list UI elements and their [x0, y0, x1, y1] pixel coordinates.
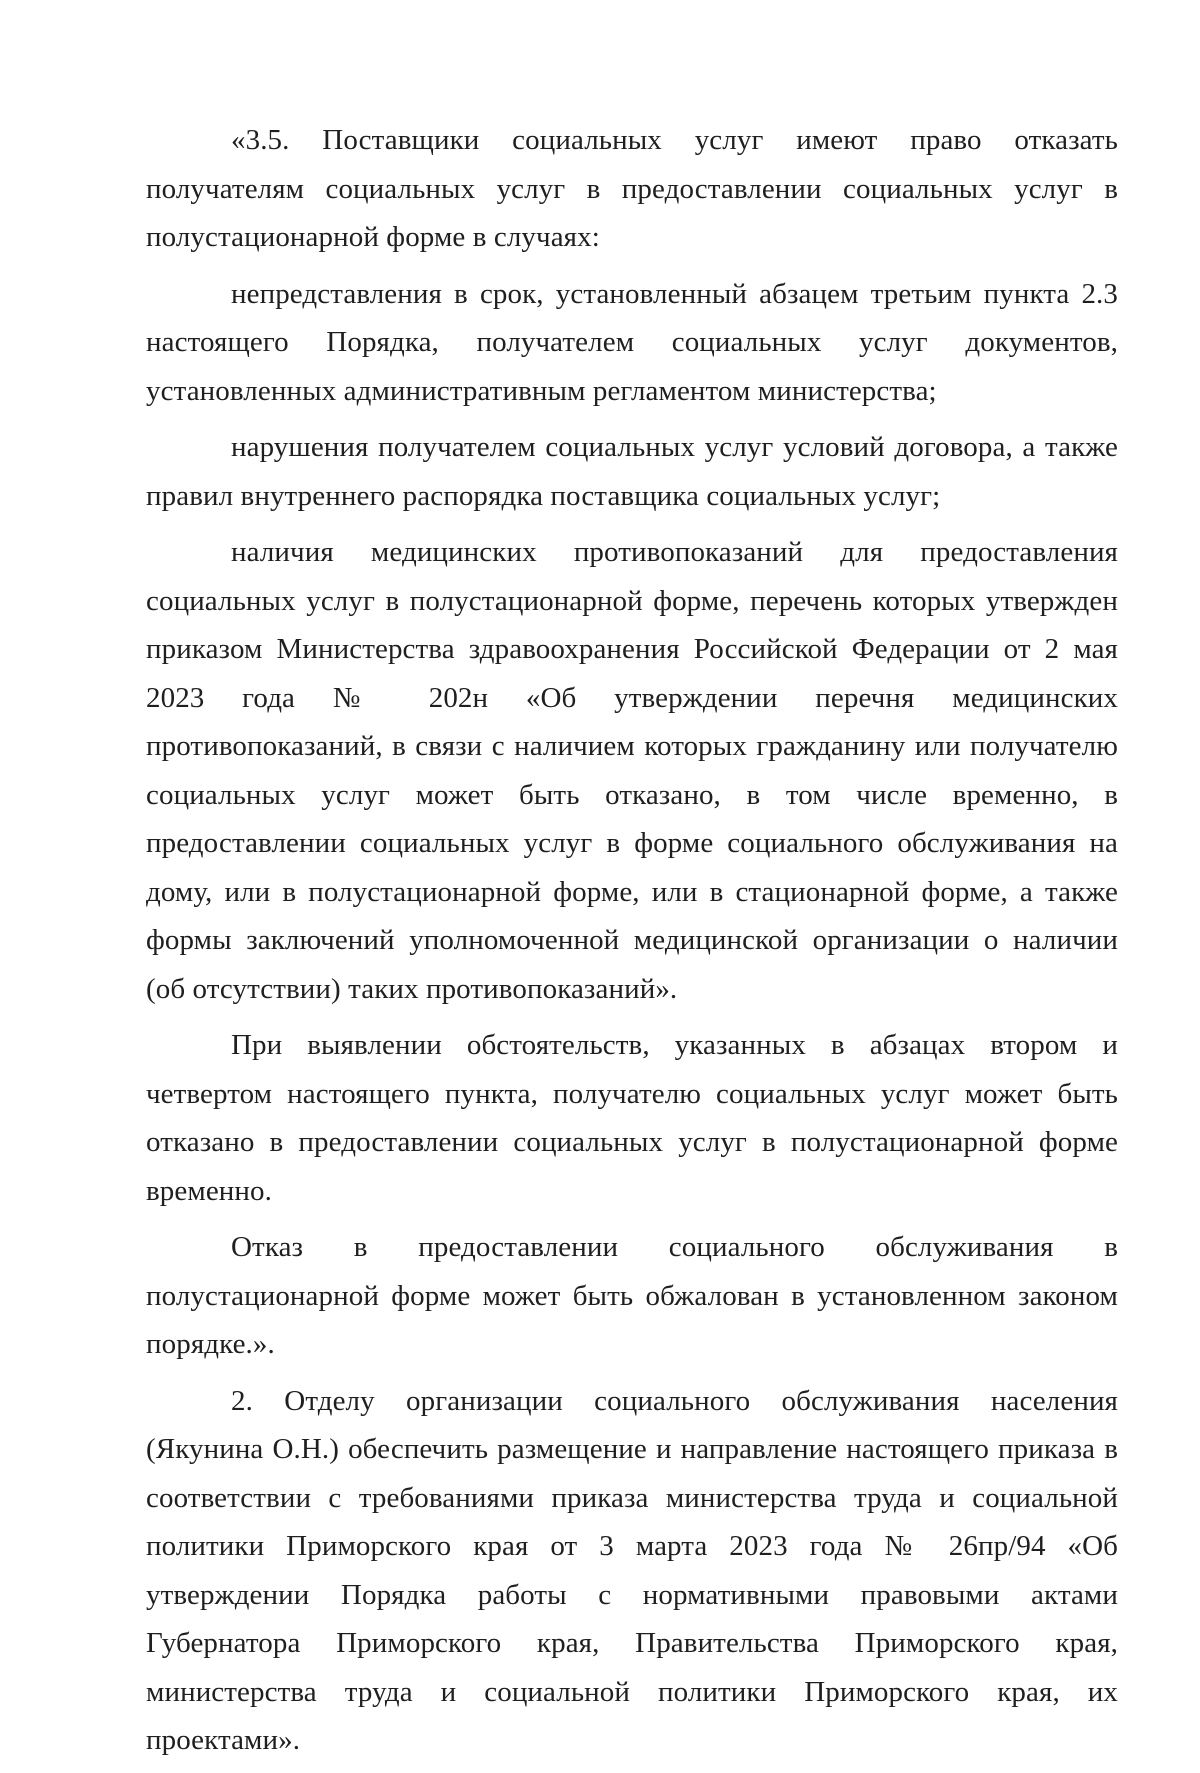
paragraph-appeal: Отказ в предоставлении социального обслуживания в полустационарной форме может быть обжалован в установленном законом порядке.». — [146, 1231, 1118, 1360]
paragraph-item-2: 2. Отделу организации социального обслуживания населения (Якунина О.Н.) обеспечить размещение и направление настоящего приказа в соответствии с требованиями приказа министерства труда и социальной политики Приморского края от 3 марта 2023 года № 26пр/94 «Об утверждении Порядка работы с нормативными правовыми актами Губернатора Приморского края, Правительства Приморского края, министерства труда и социальной политики Приморского края, их проектами». — [146, 1384, 1118, 1756]
paragraph-3-5-intro: «3.5. Поставщики социальных услуг имеют право отказать получателям социальных услуг в предоставлении социальных услуг в полустационарной форме в случаях: — [146, 124, 1118, 253]
document-body — [146, 116, 1118, 1773]
paragraph-nonsubmission: непредставления в срок, установленный абзацем третьим пункта 2.3 настоящего Порядка, получателем социальных услуг документов, установленных административным регламентом министерства; — [146, 277, 1118, 407]
paragraph-contract-violation: нарушения получателем социальных услуг условий договора, а также правил внутреннего распорядка поставщика социальных услуг; — [146, 431, 1118, 512]
paragraph-temporary-refusal: При выявлении обстоятельств, указанных в абзацах втором и четвертом настоящего пункта, получателю социальных услуг может быть отказано в предоставлении социальных услуг в полустационарной форме временно. — [146, 1029, 1118, 1207]
paragraph-medical-contraindications: наличия медицинских противопоказаний для предоставления социальных услуг в полустационарной форме, перечень которых утвержден приказом Министерства здравоохранения Российской Федерации от 2 мая 2023 года № 202н «Об утверждении перечня медицинских противопоказаний, в связи с наличием которых гражданину или получателю социальных услуг может быть отказано, в том числе временно, в предоставлении социальных услуг в форме социального обслуживания на дому, или в полустационарной форме, или в стационарной форме, а также формы заключений уполномоченной медицинской организации о наличии (об отсутствии) таких противопоказаний». — [146, 536, 1118, 1005]
